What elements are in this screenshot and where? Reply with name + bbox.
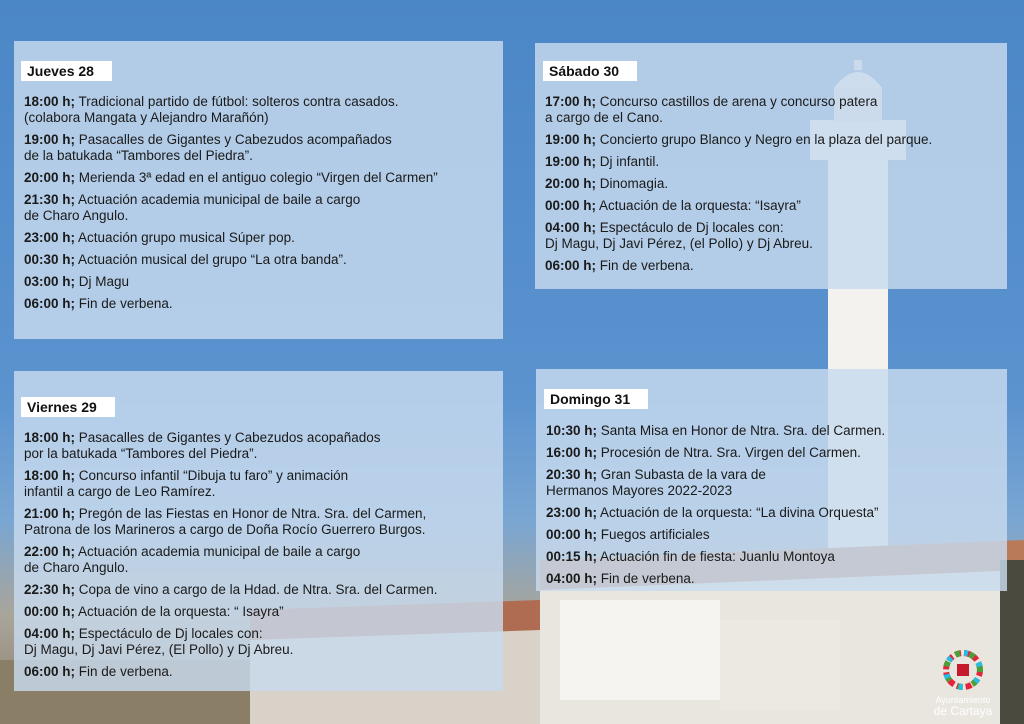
- event-item: 00:00 h; Actuación de la orquesta: “ Isayra”: [24, 604, 284, 619]
- schedule-panel-sabado: [535, 43, 1007, 289]
- logo-line2: de Cartaya: [933, 704, 993, 718]
- event-item: 00:30 h; Actuación musical del grupo “La otra banda”.: [24, 252, 347, 267]
- event-item: 19:00 h; Pasacalles de Gigantes y Cabezudos acompañados de la batukada “Tambores del Piedra”.: [24, 132, 392, 163]
- event-item: 22:00 h; Actuación academia municipal de baile a cargo de Charo Angulo.: [24, 544, 361, 575]
- event-item: 20:00 h; Dinomagia.: [545, 176, 669, 191]
- event-item: 21:00 h; Pregón de las Fiestas en Honor de Ntra. Sra. del Carmen, Patrona de los Marineros a cargo de Doña Rocío Guerrero Burgos.: [24, 506, 427, 537]
- event-item: 21:30 h; Actuación academia municipal de baile a cargo de Charo Angulo.: [24, 192, 361, 223]
- event-item: 03:00 h; Dj Magu: [24, 274, 130, 289]
- day-label-domingo: Domingo 31: [544, 389, 648, 409]
- event-item: 19:00 h; Dj infantil.: [545, 154, 660, 169]
- event-item: 06:00 h; Fin de verbena.: [24, 664, 173, 679]
- event-item: 20:30 h; Gran Subasta de la vara de Hermanos Mayores 2022-2023: [546, 467, 766, 498]
- event-item: 06:00 h; Fin de verbena.: [545, 258, 694, 273]
- schedule-panel-viernes: [14, 371, 503, 691]
- schedule-panel-jueves: [14, 41, 503, 339]
- event-item: 23:00 h; Actuación de la orquesta: “La divina Orquesta”: [546, 505, 879, 520]
- event-item: 18:00 h; Concurso infantil “Dibuja tu faro” y animación infantil a cargo de Leo Ramírez.: [24, 468, 349, 499]
- day-label-sabado: Sábado 30: [543, 61, 637, 81]
- event-item: 18:00 h; Pasacalles de Gigantes y Cabezudos acopañados por la batukada “Tambores del Piedra”.: [24, 430, 381, 461]
- event-item: 04:00 h; Espectáculo de Dj locales con: Dj Magu, Dj Javi Pérez, (El Pollo) y Dj Abreu.: [24, 626, 294, 657]
- event-item: 23:00 h; Actuación grupo musical Súper pop.: [24, 230, 295, 245]
- ayuntamiento-logo: [918, 650, 1008, 718]
- event-item: 10:30 h; Santa Misa en Honor de Ntra. Sra. del Carmen.: [546, 423, 886, 438]
- event-item: 04:00 h; Fin de verbena.: [546, 571, 695, 586]
- event-item: 00:15 h; Actuación fin de fiesta: Juanlu Montoya: [546, 549, 835, 564]
- logo-line1: Ayuntamiento: [935, 695, 991, 705]
- event-item: 19:00 h; Concierto grupo Blanco y Negro en la plaza del parque.: [545, 132, 933, 147]
- event-item: 00:00 h; Actuación de la orquesta: “Isayra”: [545, 198, 801, 213]
- event-item: 16:00 h; Procesión de Ntra. Sra. Virgen del Carmen.: [546, 445, 861, 460]
- event-item: 20:00 h; Merienda 3ª edad en el antiguo colegio “Virgen del Carmen”: [24, 170, 438, 185]
- cartaya-emblem-icon: [943, 650, 983, 690]
- event-item: 22:30 h; Copa de vino a cargo de la Hdad. de Ntra. Sra. del Carmen.: [24, 582, 438, 597]
- event-item: 04:00 h; Espectáculo de Dj locales con: Dj Magu, Dj Javi Pérez, (el Pollo) y Dj Abreu.: [545, 220, 813, 251]
- day-label-jueves: Jueves 28: [21, 61, 112, 81]
- schedule-panel-domingo: [536, 369, 1007, 591]
- day-label-viernes: Viernes 29: [21, 397, 115, 417]
- event-item: 17:00 h; Concurso castillos de arena y concurso patera a cargo de el Cano.: [545, 94, 878, 125]
- event-item: 00:00 h; Fuegos artificiales: [546, 527, 710, 542]
- event-item: 06:00 h; Fin de verbena.: [24, 296, 173, 311]
- event-item: 18:00 h; Tradicional partido de fútbol: solteros contra casados. (colabora Mangata y Alejandro Marañón): [24, 94, 399, 125]
